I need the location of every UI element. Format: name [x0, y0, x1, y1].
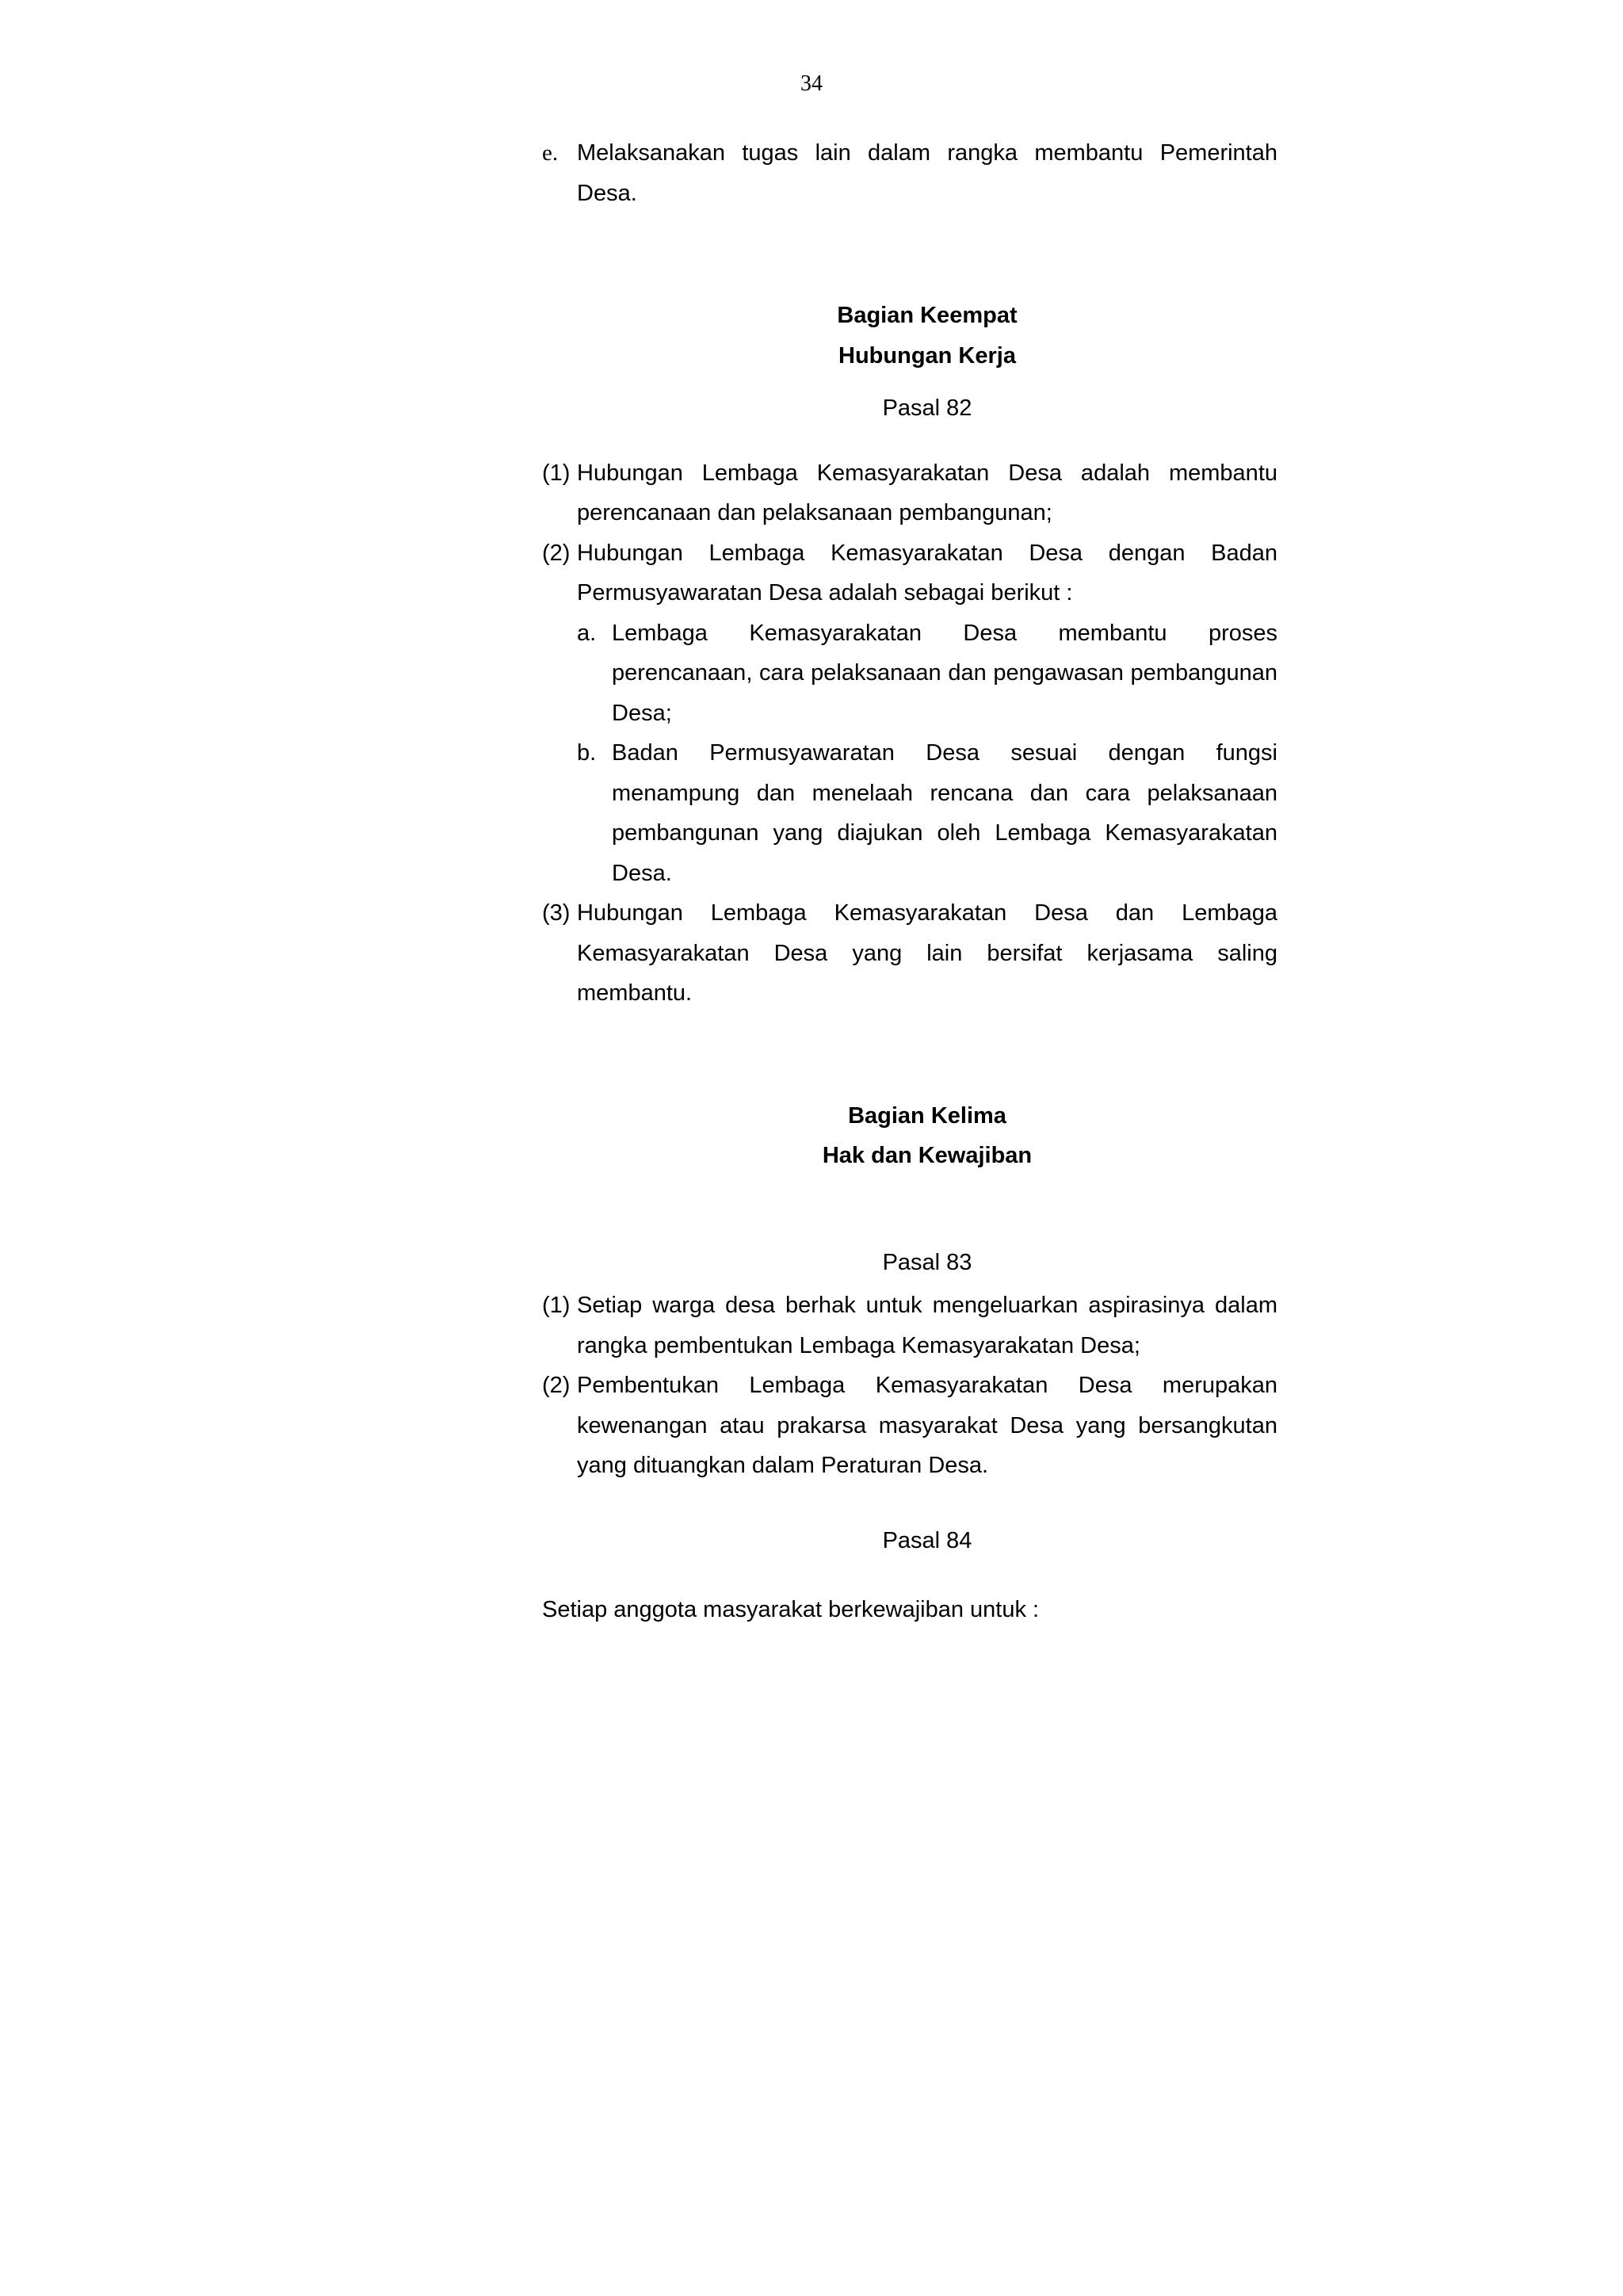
sub-item-text: Badan Permusyawaratan Desa sesuai dengan fungsi menampung dan menelaah rencana dan cara pelaksanaan pembangunan yang diajukan oleh Lembaga Kemasyarakatan Desa. — [612, 740, 1277, 886]
clause-marker: (2) — [542, 540, 571, 566]
clause-text: Hubungan Lembaga Kemasyarakatan Desa dengan Badan Permusyawaratan Desa adalah sebagai berikut : — [577, 540, 1277, 606]
article-title-83: Pasal 83 — [882, 1249, 972, 1275]
clause-marker: (3) — [542, 900, 571, 926]
clause-marker: (1) — [542, 1293, 571, 1318]
article-title-84: Pasal 84 — [882, 1527, 972, 1553]
article-84-text: Setiap anggota masyarakat berkewajiban untuk : — [542, 1597, 1040, 1622]
sub-item-b — [577, 733, 1277, 893]
sub-item-text: Lembaga Kemasyarakatan Desa membantu proses perencanaan, cara pelaksanaan dan pengawasan pembangunan Desa; — [612, 620, 1277, 726]
section-subtitle: Hak dan Kewajiban — [822, 1143, 1033, 1168]
clause-82-2 — [542, 533, 1277, 613]
clause-marker: (1) — [542, 460, 571, 486]
section-title: Bagian Keempat — [837, 303, 1018, 328]
clause-text: Hubungan Lembaga Kemasyarakatan Desa adalah membantu perencanaan dan pelaksanaan pembangunan; — [577, 460, 1277, 525]
clause-83-1 — [542, 1286, 1277, 1366]
list-marker: e. — [542, 140, 559, 166]
sub-item-a — [577, 613, 1277, 734]
document-body — [542, 133, 1277, 1630]
sub-item-marker: a. — [577, 620, 597, 646]
clause-marker: (2) — [542, 1373, 571, 1398]
clause-82-2-sublist — [577, 613, 1277, 894]
clause-text: Pembentukan Lembaga Kemasyarakatan Desa merupakan kewenangan atau prakarsa masyarakat Desa yang bersangkutan yang dituangkan dalam Peraturan Desa. — [577, 1373, 1277, 1478]
page-number: 34 — [800, 71, 823, 96]
clause-text: Hubungan Lembaga Kemasyarakatan Desa dan Lembaga Kemasyarakatan Desa yang lain bersifat kerjasama saling membantu. — [577, 900, 1277, 1006]
article-title-82: Pasal 82 — [882, 395, 972, 421]
section-title: Bagian Kelima — [848, 1102, 1006, 1129]
list-item-text: Melaksanakan tugas lain dalam rangka membantu Pemerintah Desa. — [577, 140, 1277, 206]
clause-82-3 — [542, 893, 1277, 1014]
clause-82-1 — [542, 453, 1277, 533]
clause-text: Setiap warga desa berhak untuk mengeluarkan aspirasinya dalam rangka pembentukan Lembaga Kemasyarakatan Desa; — [577, 1293, 1277, 1358]
list-item-e — [542, 133, 1277, 213]
sub-item-marker: b. — [577, 740, 597, 766]
clause-83-2 — [542, 1366, 1277, 1486]
section-subtitle: Hubungan Kerja — [838, 342, 1016, 369]
